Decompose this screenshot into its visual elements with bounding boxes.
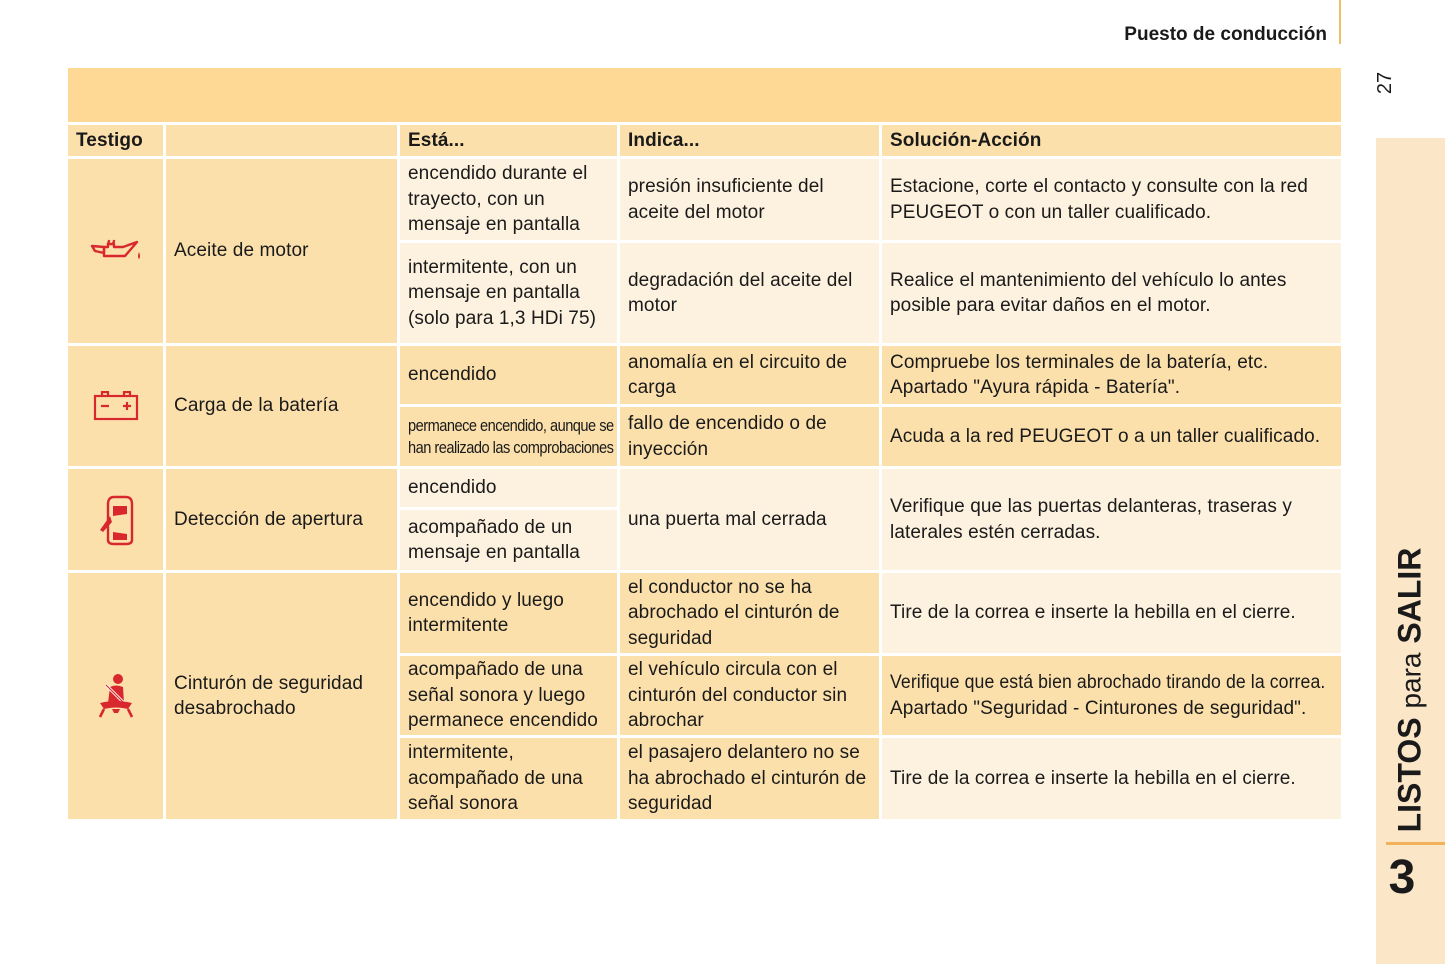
- open-door-icon: [98, 494, 134, 546]
- esta-cell: intermitente, con un mensaje en pantalla (solo para 1,3 HDi 75): [400, 243, 617, 343]
- chapter-title: [1392, 548, 1429, 833]
- solucion-line: Verifique que está bien abrochado tirando de la correa.: [890, 672, 1326, 693]
- table-row-icon-cell: [68, 159, 163, 343]
- solucion-line: Apartado "Seguridad - Cinturones de seguridad".: [890, 697, 1307, 719]
- esta-cell: intermitente, acompañado de una señal sonora: [400, 738, 617, 819]
- chapter-title-end: SALIR: [1391, 547, 1428, 644]
- solucion-cell: Tire de la correa e inserte la hebilla en el cierre.: [882, 573, 1341, 653]
- table-row-icon-cell: [68, 346, 163, 466]
- table-row-name: Aceite de motor: [166, 159, 397, 343]
- solucion-cell: [882, 656, 1341, 735]
- oil-can-icon: [89, 238, 143, 264]
- esta-cell: encendido: [400, 469, 617, 507]
- indica-cell: el pasajero delantero no se ha abrochado el cinturón de seguridad: [620, 738, 879, 819]
- solucion-cell: Estacione, corte el contacto y consulte con la red PEUGEOT o con un taller cualificado.: [882, 159, 1341, 240]
- title-rule: [1339, 0, 1341, 44]
- table-top-band: [68, 68, 1341, 122]
- header-indica: Indica...: [620, 125, 879, 156]
- chapter-number: 3: [1388, 851, 1416, 904]
- esta-cell: encendido y luego intermitente: [400, 573, 617, 653]
- battery-icon: [93, 391, 139, 421]
- solucion-cell: Acuda a la red PEUGEOT o a un taller cualificado.: [882, 407, 1341, 466]
- indica-cell: el vehículo circula con el cinturón del conductor sin abrochar: [620, 656, 879, 735]
- header-solucion: Solución-Acción: [882, 125, 1341, 156]
- solucion-cell: Compruebe los terminales de la batería, etc. Apartado "Ayura rápida - Batería".: [882, 346, 1341, 404]
- esta-cell: acompañado de una señal sonora y luego permanece encendido: [400, 656, 617, 735]
- solucion-cell: Realice el mantenimiento del vehículo lo antes posible para evitar daños en el motor.: [882, 243, 1341, 343]
- header-name: [166, 125, 397, 156]
- esta-cell: encendido durante el trayecto, con un mensaje en pantalla: [400, 159, 617, 240]
- esta-cell: [400, 407, 617, 466]
- indica-cell: presión insuficiente del aceite del motor: [620, 159, 879, 240]
- esta-cell: acompañado de un mensaje en pantalla: [400, 510, 617, 570]
- table-row-name: Detección de apertura: [166, 469, 397, 570]
- indica-cell: fallo de encendido o de inyección: [620, 407, 879, 466]
- table-row-name: Carga de la batería: [166, 346, 397, 466]
- esta-text: permanece encendido, aunque se han realizado las comprobaciones: [408, 415, 614, 457]
- chapter-title-light: para: [1395, 652, 1427, 709]
- chapter-tab-rule: [1386, 842, 1445, 845]
- table-row-name: Cinturón de seguridad desabrochado: [166, 573, 397, 819]
- indica-cell: el conductor no se ha abrochado el cinturón de seguridad: [620, 573, 879, 653]
- table-row-icon-cell: [68, 469, 163, 570]
- seatbelt-icon: [96, 673, 136, 719]
- chapter-title-bold: LISTOS: [1391, 717, 1428, 833]
- indica-cell: degradación del aceite del motor: [620, 243, 879, 343]
- table-row-icon-cell: [68, 573, 163, 819]
- header-esta: Está...: [400, 125, 617, 156]
- solucion-cell: Verifique que las puertas delanteras, traseras y laterales estén cerradas.: [882, 469, 1341, 570]
- indica-cell: anomalía en el circuito de carga: [620, 346, 879, 404]
- indica-cell: una puerta mal cerrada: [620, 469, 879, 570]
- solucion-cell: Tire de la correa e inserte la hebilla en el cierre.: [882, 738, 1341, 819]
- section-title: Puesto de conducción: [1124, 24, 1327, 45]
- page-number: 27: [1374, 71, 1396, 95]
- header-testigo: Testigo: [68, 125, 163, 156]
- esta-cell: encendido: [400, 346, 617, 404]
